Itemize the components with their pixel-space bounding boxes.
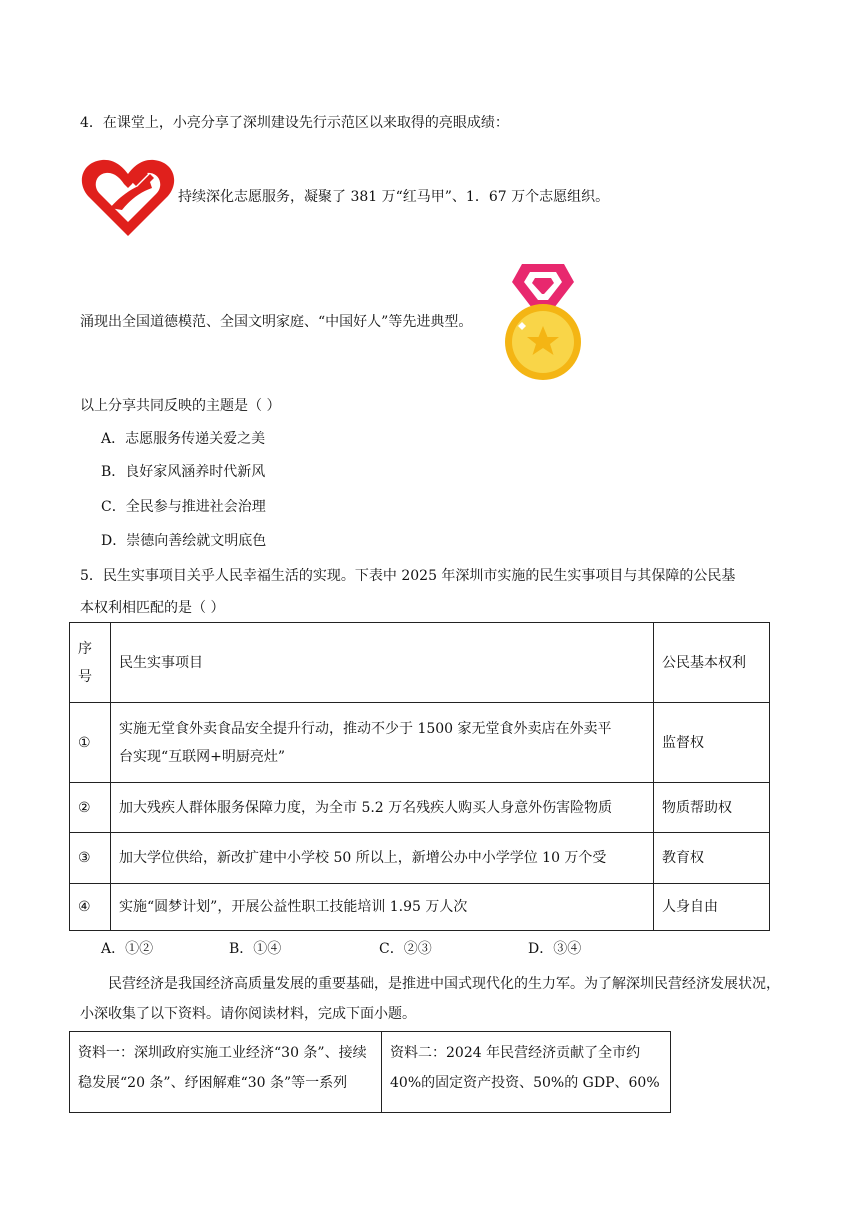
row-num: ③ xyxy=(70,833,111,884)
volunteer-heart-icon xyxy=(80,156,176,240)
table-row xyxy=(70,703,770,783)
q4-item1: 持续深化志愿服务，凝聚了 381 万“红马甲”、1．67 万个志愿组织。 xyxy=(178,189,610,205)
q4-option-b[interactable]: B．良好家风涵养时代新风 xyxy=(101,464,266,480)
medal-icon xyxy=(502,260,584,382)
q5-stem-line2: 本权利相匹配的是（ ） xyxy=(80,600,225,616)
row-project: 实施“圆梦计划”，开展公益性职工技能培训 1.95 万人次 xyxy=(111,884,654,931)
header-right: 公民基本权利 xyxy=(654,623,770,703)
header-num: 序 号 xyxy=(70,623,111,703)
q5-table xyxy=(69,622,770,931)
row-project: 加大学位供给，新改扩建中小学校 50 所以上，新增公办中小学学位 10 万个受 xyxy=(111,833,654,884)
table-row xyxy=(70,783,770,833)
table-row xyxy=(70,884,770,931)
material-box-2: 资料二：2024 年民营经济贡献了全市约 40%的固定资产投资、50%的 GDP、60% xyxy=(382,1032,671,1113)
q5-answer-b[interactable]: B．①④ xyxy=(229,941,282,957)
q4-stem: 4．在课堂上，小亮分享了深圳建设先行示范区以来取得的亮眼成绩： xyxy=(80,115,509,131)
row-num: ② xyxy=(70,783,111,833)
q5-answer-d[interactable]: D．③④ xyxy=(528,941,582,957)
q4-option-c[interactable]: C．全民参与推进社会治理 xyxy=(101,499,266,515)
q5-answer-a[interactable]: A．①② xyxy=(101,941,154,957)
row-right: 人身自由 xyxy=(654,884,770,931)
header-project: 民生实事项目 xyxy=(111,623,654,703)
row-right: 教育权 xyxy=(654,833,770,884)
row-right: 物质帮助权 xyxy=(654,783,770,833)
material-intro: 民营经济是我国经济高质量发展的重要基础，是推进中国式现代化的生力军。为了解深圳民营经济发展状况，小深收集了以下资料。请你阅读材料，完成下面小题。 xyxy=(80,976,780,1022)
row-project: 实施无堂食外卖食品安全提升行动，推动不少于 1500 家无堂食外卖店在外卖平 台实现“互联网+明厨亮灶” xyxy=(111,703,654,783)
table-header-row xyxy=(70,623,770,703)
row-num: ① xyxy=(70,703,111,783)
row-project: 加大残疾人群体服务保障力度，为全市 5.2 万名残疾人购买人身意外伤害险物质 xyxy=(111,783,654,833)
material-table xyxy=(69,1031,671,1113)
row-num: ④ xyxy=(70,884,111,931)
q4-option-a[interactable]: A．志愿服务传递关爱之美 xyxy=(101,431,266,447)
material-box-1: 资料一：深圳政府实施工业经济“30 条”、接续稳发展“20 条”、纾困解难“30 条”等一系列 xyxy=(70,1032,382,1113)
q5-answer-c[interactable]: C．②③ xyxy=(379,941,432,957)
row-right: 监督权 xyxy=(654,703,770,783)
q4-item2: 涌现出全国道德模范、全国文明家庭、“中国好人”等先进典型。 xyxy=(80,314,473,330)
q5-stem-line1: 5．民生实事项目关乎人民幸福生活的实现。下表中 2025 年深圳市实施的民生实事项目与其保障的公民基 xyxy=(80,568,736,584)
table-row xyxy=(70,833,770,884)
q4-question: 以上分享共同反映的主题是（ ） xyxy=(80,398,281,414)
q4-option-d[interactable]: D．崇德向善绘就文明底色 xyxy=(101,533,267,549)
